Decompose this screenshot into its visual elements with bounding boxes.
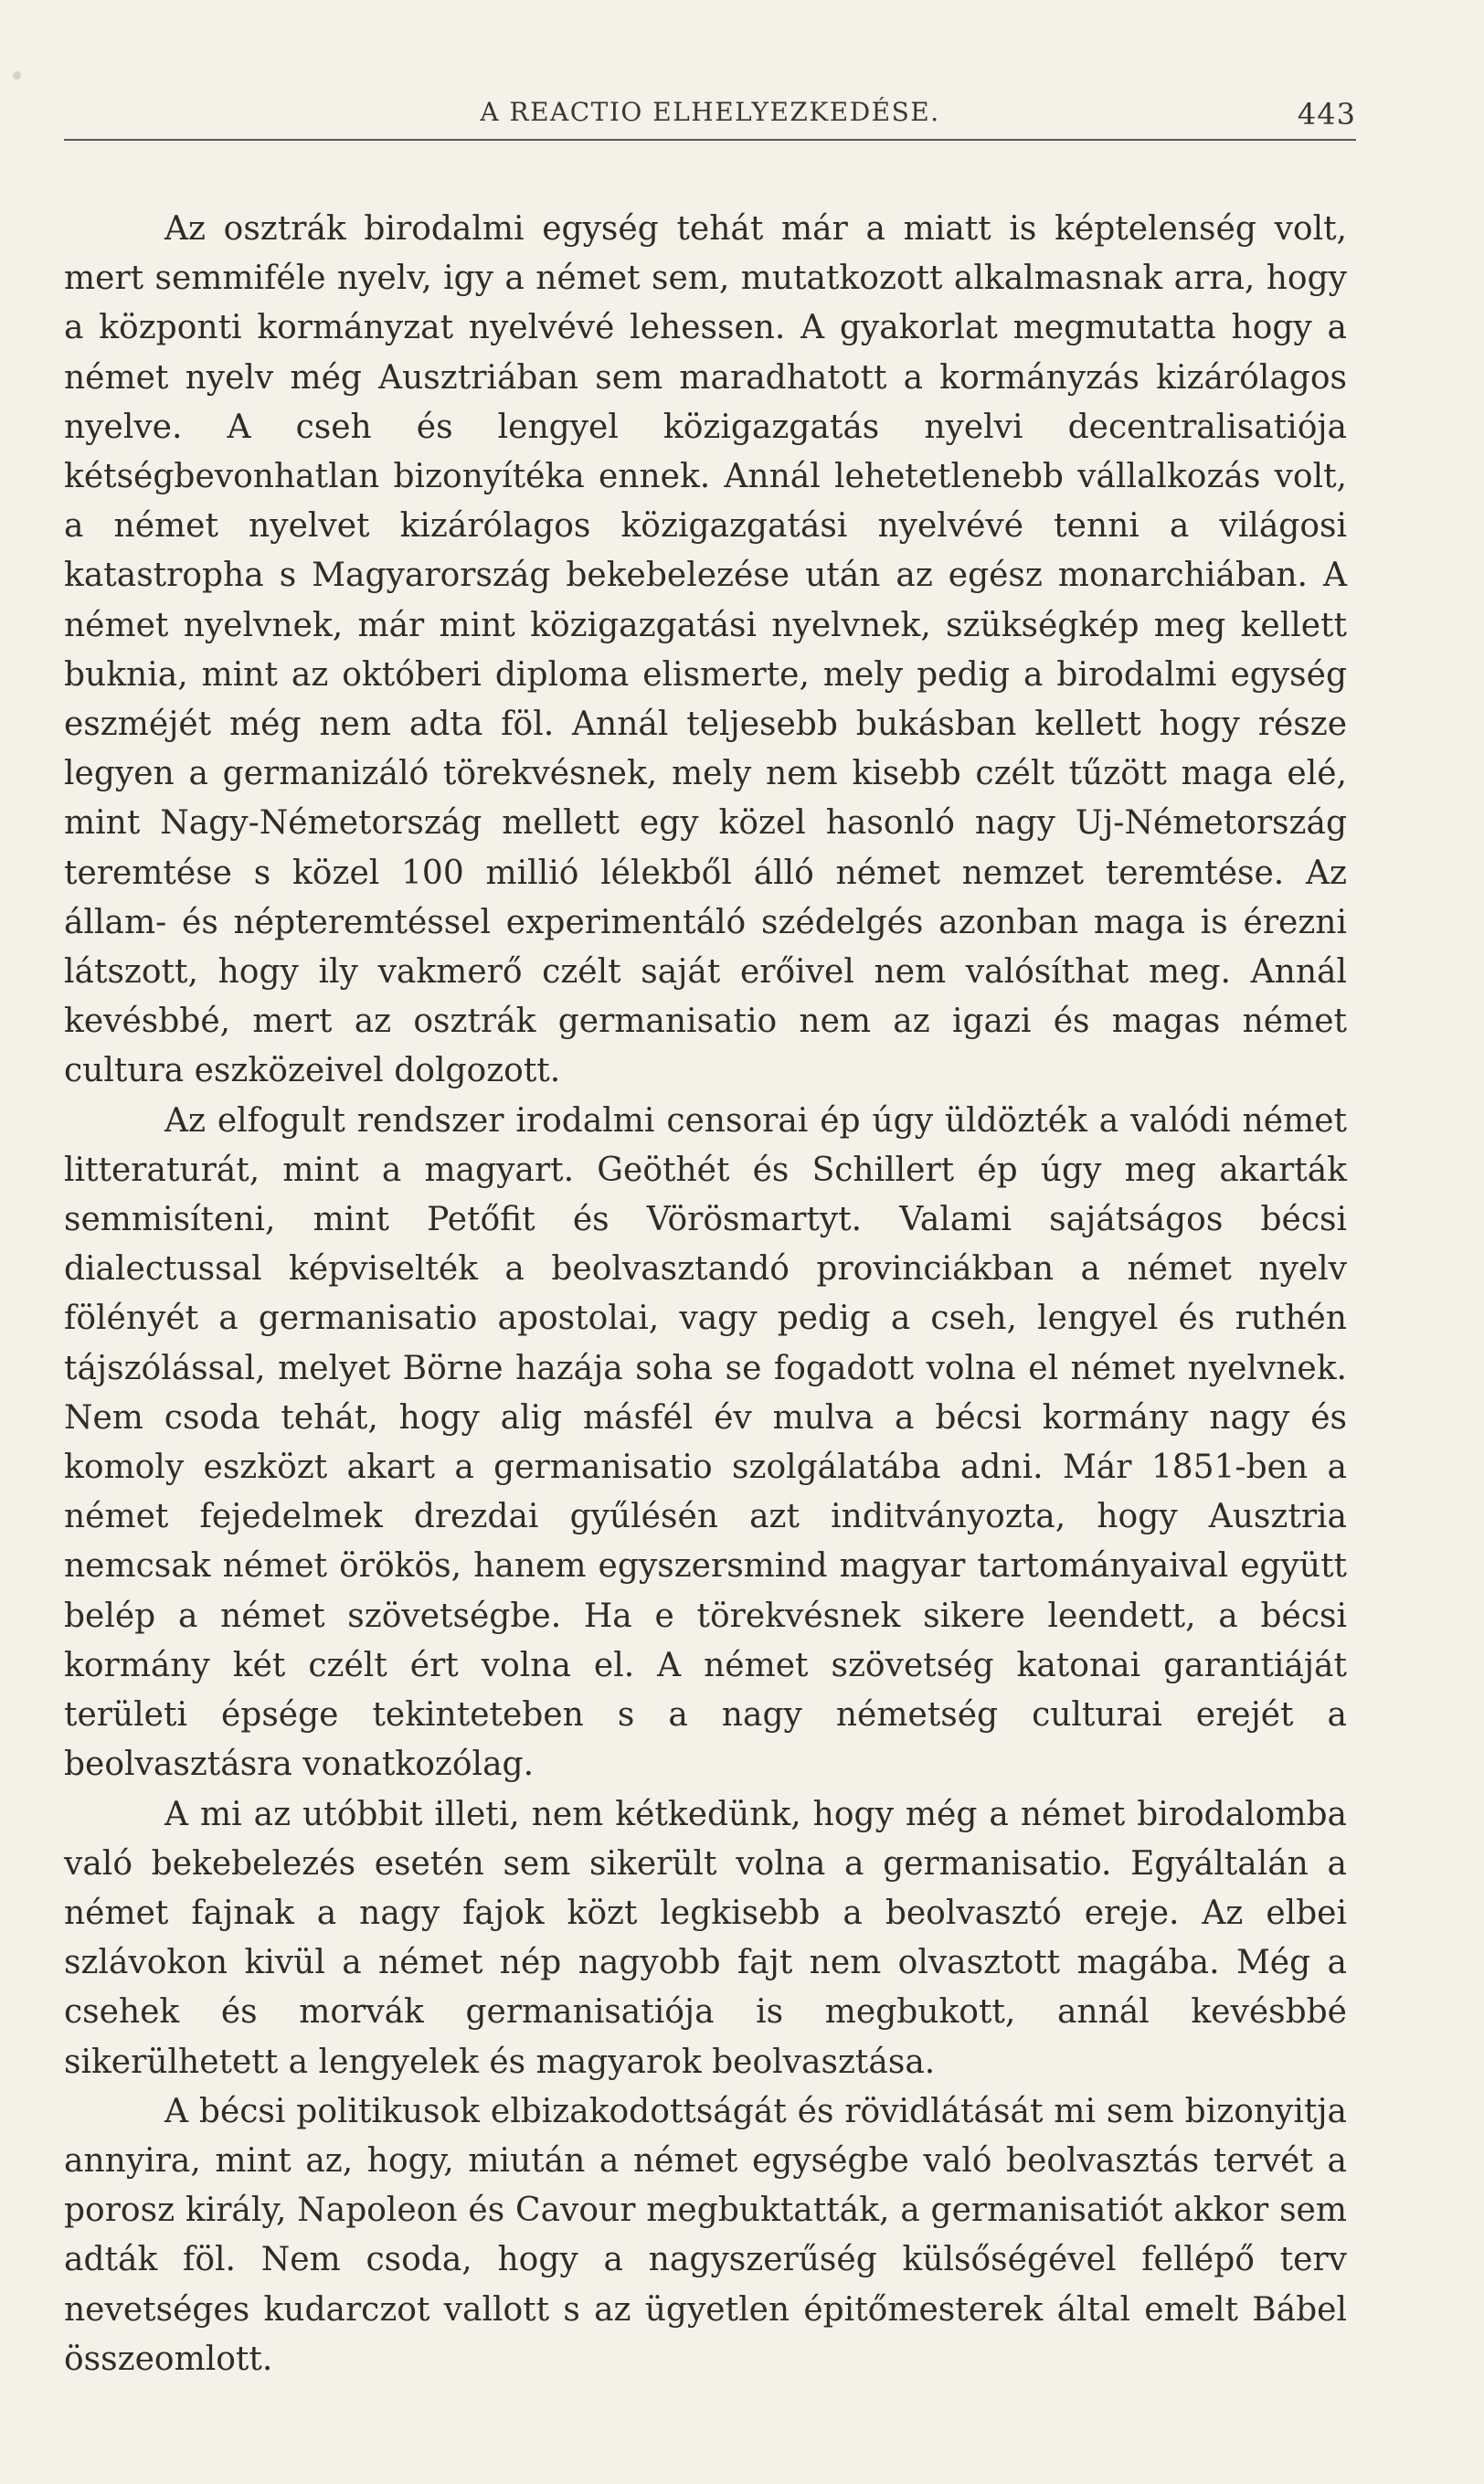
paper-speck <box>13 71 21 80</box>
body-text <box>64 205 1347 2384</box>
paragraph-4: A bécsi politikusok elbizakodottságát és rövidlátását mi sem bizonyitja annyira, mint az, hogy, miután a német egységbe való beolvasztás tervét a porosz király, Napoleon és Cavour megbuktatták, a germanisatiót akkor sem adták föl. Nem csoda, hogy a nagyszerűség külsőségével fellépő terv nevetséges kudarczot vallott s az ügyetlen épitőmesterek által emelt Bábel összeomlott. <box>64 2092 1347 2378</box>
paragraph-1: Az osztrák birodalmi egység tehát már a miatt is képtelenség volt, mert semmiféle nyelv, igy a német sem, mutatkozott alkalmasnak arra, hogy a központi kormányzat nyelvévé lehessen. A gyakorlat megmutatta hogy a német nyelv még Ausztriában sem maradhatott a kormányzás kizárólagos nyelve. A cseh és lengyel közigazgatás nyelvi decentralisatiója kétségbevonhatlan bizonyítéka ennek. Annál lehetetlenebb vállalkozás volt, a német nyelvet kizárólagos közigazgatási nyelvévé tenni a világosi katastropha s Magyarország bekebelezése után az egész monarchiában. A német nyelvnek, már mint közigazgatási nyelvnek, szükségkép meg kellett buknia, mint az októberi diploma elismerte, mely pedig a birodalmi egység eszméjét még nem adta föl. Annál teljesebb bukásban kellett hogy része legyen a germanizáló törekvésnek, mely nem kisebb czélt tűzött maga elé, mint Nagy-Németország mellett egy közel hasonló nagy Uj-Németország teremtése s közel 100 millió lélekből álló német nemzet teremtése. Az állam- és népteremtéssel experimentáló szédelgés azonban maga is érezni látszott, hogy ily vakmerő czélt saját erőivel nem valósíthat meg. Annál kevésbbé, mert az osztrák germanisatio nem az igazi és magas német cultura eszközeivel dolgozott. <box>64 210 1347 1090</box>
page-number: 443 <box>1297 97 1356 132</box>
paragraph-3: A mi az utóbbit illeti, nem kétkedünk, hogy még a német birodalomba való bekebelezés esetén sem sikerült volna a germanisatio. Egyáltalán a német fajnak a nagy fajok közt legkisebb a beolvasztó ereje. Az elbei szlávokon kivül a német nép nagyobb fajt nem olvasztott magába. Még a csehek és morvák germanisatiója is megbukott, annál kevésbbé sikerülhetett a lengyelek és magyarok beolvasztása. <box>64 1795 1347 2081</box>
running-title: A REACTIO ELHELYEZKEDÉSE. <box>480 97 940 127</box>
paragraph-2: Az elfogult rendszer irodalmi censorai ép úgy üldözték a valódi német litteraturát, mint a magyart. Geöthét és Schillert ép úgy meg akarták semmisíteni, mint Petőfit és Vörösmartyt. Valami sajátságos bécsi dialectussal képviselték a beolvasztandó provinciákban a német nyelv fölényét a germanisatio apostolai, vagy pedig a cseh, lengyel és ruthén tájszólással, melyet Börne hazája soha se fogadott volna el német nyelvnek. Nem csoda tehát, hogy alig másfél év mulva a bécsi kormány nagy és komoly eszközt akart a germanisatio szolgálatába adni. Már 1851-ben a német fejedelmek drezdai gyűlésén azt inditványozta, hogy Ausztria nemcsak német örökös, hanem egyszersmind magyar tartományaival együtt belép a német szövetségbe. Ha e törekvésnek sikere leendett, a bécsi kormány két czélt ért volna el. A német szövetség katonai garantiáját területi épsége tekinteteben s a nagy németség culturai erejét a beolvasztásra vonatkozólag. <box>64 1101 1347 1784</box>
running-header <box>64 97 1356 133</box>
header-rule <box>64 139 1356 141</box>
